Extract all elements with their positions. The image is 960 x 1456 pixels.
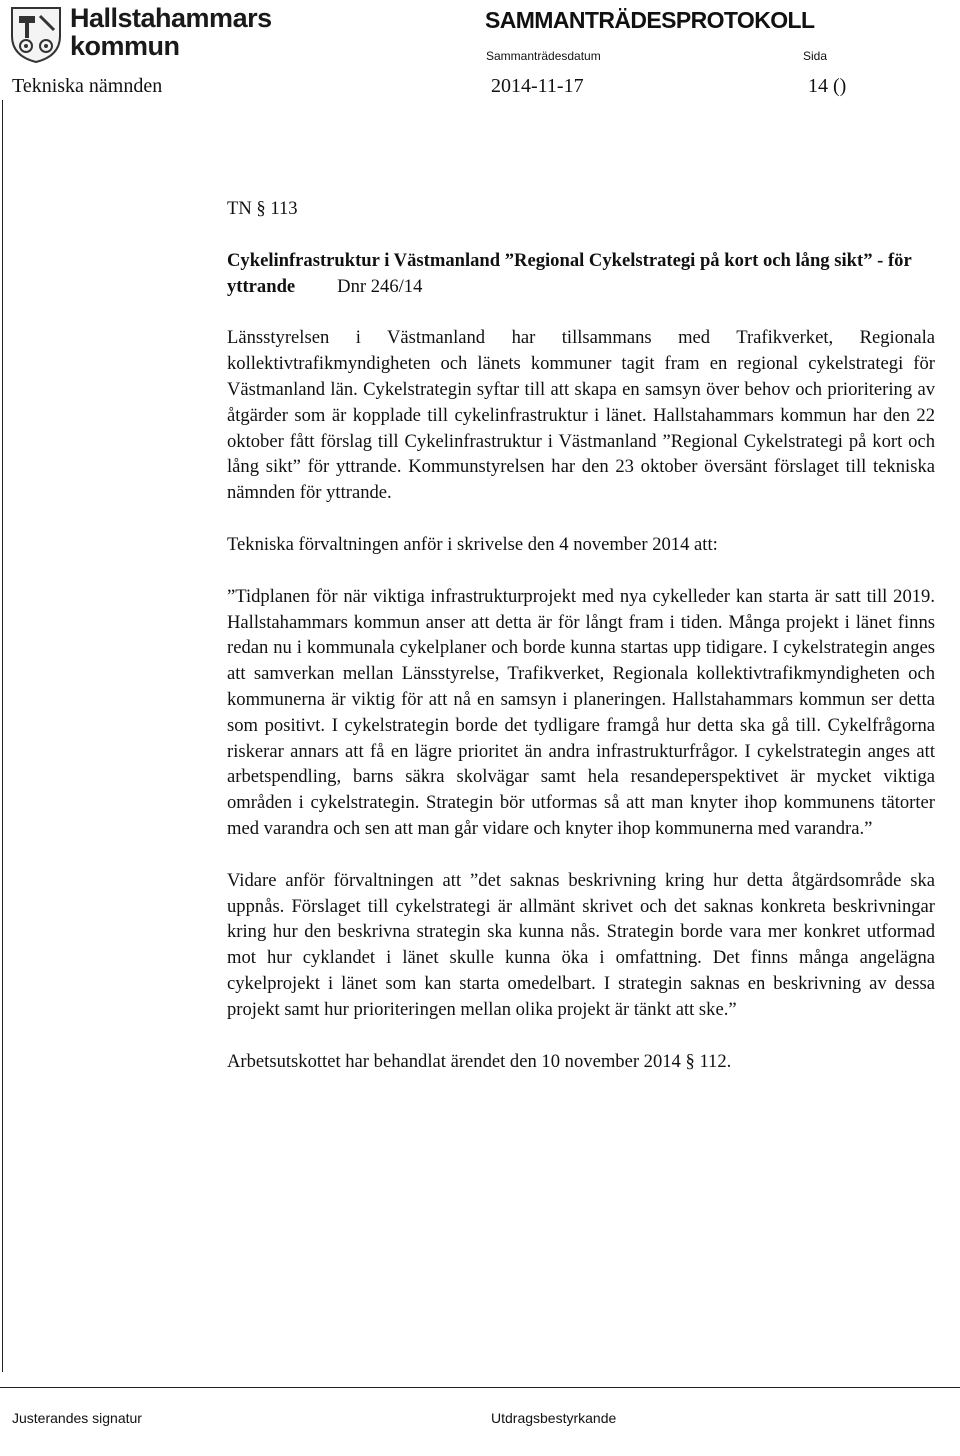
paragraph-background: Länsstyrelsen i Västmanland har tillsammans med Trafikverket, Regionala kollektivtrafikmyndigheten och länets kommuner tagit fram en regional cykelstrategi för Västmanland län. Cykelstrategin syftar till att skapa en samsyn över behov och prioritering av åtgärder som är kopplade till cykelinfrastruktur i länet. Hallstahammars kommun har den 22 oktober fått förslag till Cykelinfrastruktur i Västmanland ”Regional Cykelstrategi på kort och lång sikt” för yttrande. Kommunstyrelsen har den 23 oktober översänt förslaget till tekniska nämnden för yttrande. <box>227 327 935 504</box>
paragraph-committee-handling: Arbetsutskottet har behandlat ärendet den 10 november 2014 § 112. <box>227 1050 732 1072</box>
case-number: TN § 113 <box>227 198 298 219</box>
paragraph-statement-intro: Tekniska förvaltningen anför i skrivelse den 4 november 2014 att: <box>227 533 718 555</box>
extract-certification-label: Utdragsbestyrkande <box>491 1410 617 1426</box>
committee-name: Tekniska nämnden <box>12 75 163 97</box>
footer-rule <box>0 1387 960 1388</box>
signature-label: Justerandes signatur <box>12 1410 142 1426</box>
document-type: SAMMANTRÄDESPROTOKOLL <box>485 7 815 33</box>
protocol-body <box>227 196 935 1100</box>
paragraph-further-statement: Vidare anför förvaltningen att ”det saknas beskrivning kring hur detta åtgärdsområde ska uppnås. Förslaget till cykelstrategi är allmänt skrivet och det saknas konkreta beskrivningar kring hur den beskrivna strategin ska kunna nås. Strategin borde vara mer konkret utformad mot hur cyklandet i länet skulle kunna öka i omfattning. Det finns många angelägna cykelprojekt i länet som kan starta omedelbart. I strategin saknas en beskrivning av dessa projekt samt hur prioriteringen mellan olika projekt är tänkt att ske.” <box>227 869 935 1020</box>
organization-name-line1: Hallstahammars <box>70 3 272 33</box>
margin-rule <box>2 100 3 1372</box>
organization-name <box>70 4 290 60</box>
page-label: Sida <box>803 49 828 63</box>
date-label: Sammanträdesdatum <box>486 49 601 63</box>
organization-name-line2: kommun <box>70 31 180 61</box>
paragraph-quote: ”Tidplanen för när viktiga infrastrukturprojekt med nya cykelleder kan starta är satt till 2019. Hallstahammars kommun anser att detta är för långt fram i tiden. Många projekt i länet finns redan nu i kommunala cykelplaner och borde kunna startas upp tidigare. I cykelstrategin anges att samverkan mellan Länsstyrelse, Trafikverket, Regionala kollektivtrafikmyndigheten och kommunerna är viktig för att nå en samsyn i planeringen. Hallstahammars kommun ser detta som positivt. I cykelstrategin borde det tydligare framgå hur detta ska gå till. Cykelfrågorna riskerar annars att få en lägre prioritet än andra infrastrukturfrågor. I cykelstrategin anges att arbetspendling, barns säkra skolvägar samt hela resandeperspektivet är mycket viktiga områden i cykelstrategin. Strategin bör utformas så att man knyter ihop kommunens tätorter med varandra och sen att man går vidare och knyter ihop kommunerna med varandra.” <box>227 585 935 839</box>
coat-of-arms-icon <box>10 6 62 64</box>
case-title-text: Cykelinfrastruktur i Västmanland ”Regional Cykelstrategi på kort och lång sikt” - för yttrande <box>227 249 912 297</box>
case-title <box>227 248 935 300</box>
page-number: 14 () <box>808 75 847 97</box>
meeting-date: 2014-11-17 <box>491 75 584 97</box>
registration-number: Dnr 246/14 <box>337 275 423 297</box>
